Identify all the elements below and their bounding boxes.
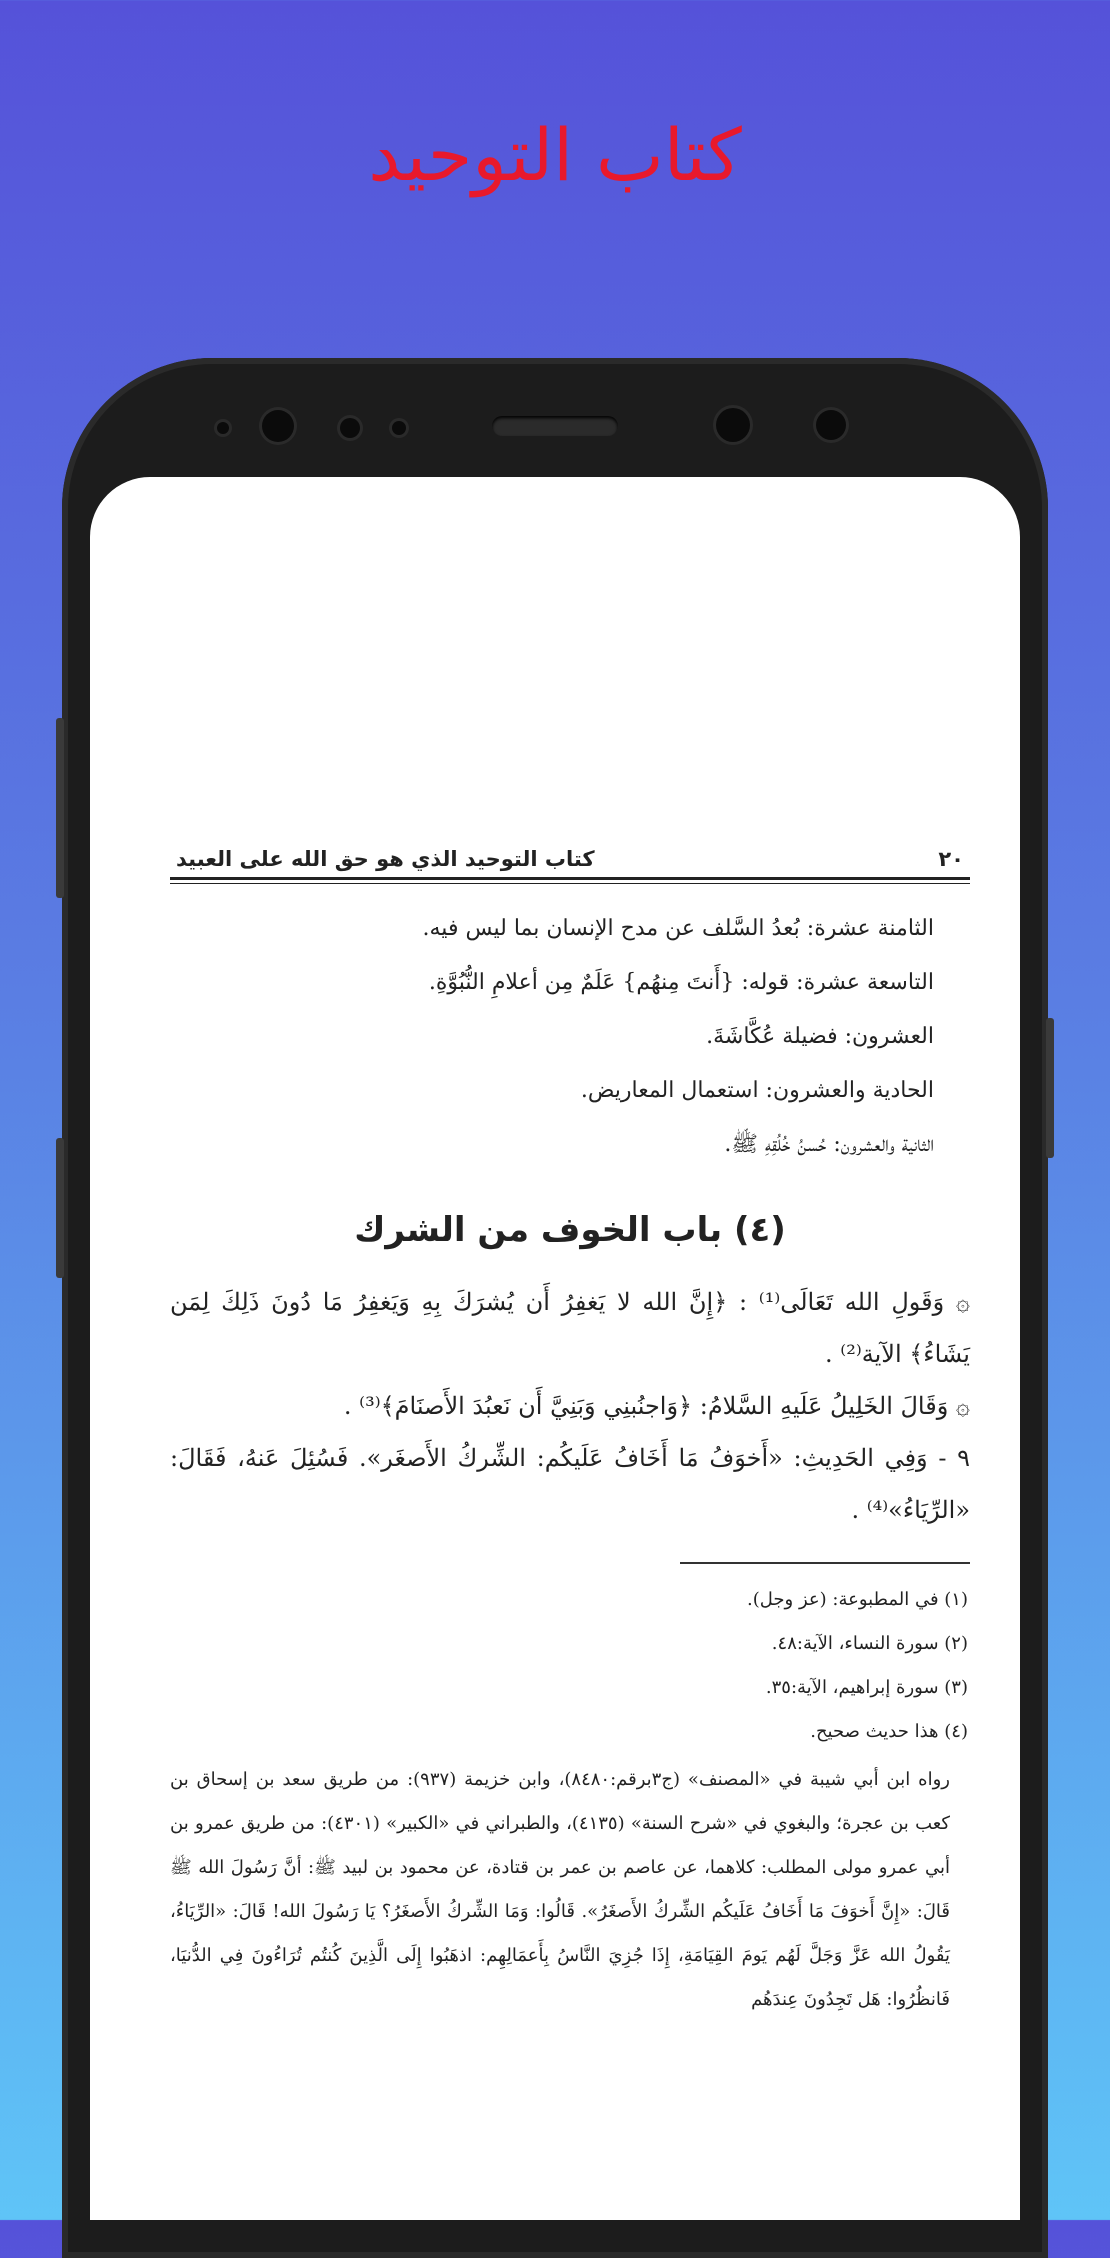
footnote-detail: رواه ابن أبي شيبة في «المصنف» (ج٣برقم:٨٤٨٠)، وابن خزيمة (٩٣٧): من طريق سعد بن إسحاق بن كعب بن عجرة؛ والبغوي في «شرح السنة» (٤١٣٥)، والطبراني في «الكبير» (٤٣٠١): من طريق عمرو بن أبي عمرو مولى المطلب: كلاهما، عن عاصم بن عمر بن قتادة، عن محمود بن لبيد ﷺ: أنَّ رَسُولَ الله ﷺ قَالَ: «إِنَّ أَخوَفَ مَا أَخَافُ عَلَيكُم الشِّركُ الأَصغَرُ». قَالُوا: وَمَا الشِّركُ الأَصغَرُ؟ يَا رَسُولَ الله! قَالَ: «الرِّيَاءُ، يَقُولُ الله عَزَّ وَجَلَّ لَهُم يَومَ القِيَامَةِ، إِذَا جُزِيَ النَّاسُ بِأَعمَالِهِم: اذهَبُوا إِلَى الَّذِينَ كُنتُم تُرَاءُونَ فِي الدُّنيَا، فَانظُرُوا: هَل تَجِدُونَ عِندَهُم bbox=[170, 1769, 950, 2010]
phone-screen[interactable] bbox=[90, 477, 1020, 2220]
volume-down-button bbox=[56, 1138, 64, 1278]
verse-paragraph: ٩ - وَفِي الحَدِيثِ: «أَخوَفُ مَا أَخَافُ عَلَيكُم: الشِّركُ الأَصغَر». فَسُئِلَ عَنهُ، فَقَالَ: «الرِّيَاءُ»⁽⁴⁾ . bbox=[170, 1444, 970, 1524]
point-item: التاسعة عشرة: قوله: {أَنتَ مِنهُم} عَلَمٌ مِن أعلامِ النُّبُوَّةِ. bbox=[428, 970, 934, 995]
sensor-dot bbox=[217, 422, 229, 434]
promo-title: كتاب التوحيد bbox=[368, 113, 742, 197]
header-title: كتاب التوحيد الذي هو حق الله على العبيد bbox=[176, 847, 595, 871]
footnote-item: (٣) سورة إبراهيم، الآية:٣٥. bbox=[765, 1677, 968, 1698]
volume-up-button bbox=[56, 718, 64, 898]
verse-paragraph: ۞ وَقَالَ الخَلِيلُ عَلَيهِ السَّلامُ: ﴿وَاجنُبنِي وَبَنِيَّ أَن نَعبُدَ الأَصنَامَ﴾⁽³⁾ . bbox=[343, 1392, 970, 1420]
page-header bbox=[170, 847, 970, 877]
rear-camera-lens bbox=[716, 408, 750, 442]
chapter-title: (٤) باب الخوف من الشرك bbox=[354, 1210, 786, 1250]
footnote-divider bbox=[680, 1562, 970, 1564]
point-item: الحادية والعشرون: استعمال المعاريض. bbox=[580, 1078, 934, 1103]
header-divider bbox=[170, 877, 970, 884]
sensor-dot bbox=[340, 418, 360, 438]
power-button bbox=[1046, 1018, 1054, 1158]
earpiece-speaker bbox=[492, 416, 618, 436]
page-number: ٢٠ bbox=[938, 847, 964, 871]
rear-camera-lens bbox=[816, 410, 846, 440]
front-camera bbox=[262, 410, 294, 442]
sensor-dot bbox=[392, 421, 406, 435]
footnote-item: (٤) هذا حديث صحيح. bbox=[810, 1721, 968, 1742]
verse-paragraph: ۞ وَقَولِ الله تَعَالَى⁽¹⁾ : ﴿إِنَّ الله لا يَغفِرُ أَن يُشرَكَ بِهِ وَيَغفِرُ مَا دُونَ ذَلِكَ لِمَن يَشَاءُ﴾ الآية⁽²⁾ . bbox=[170, 1288, 970, 1368]
point-item: الثانية والعشرون: حُسنُ خُلُقِهِ ﷺ. bbox=[724, 1132, 934, 1157]
footnote-item: (١) في المطبوعة: (عز وجل). bbox=[747, 1589, 968, 1610]
footnote-item: (٢) سورة النساء، الآية:٤٨. bbox=[771, 1633, 968, 1654]
book-page bbox=[170, 847, 970, 2022]
point-item: الثامنة عشرة: بُعدُ السَّلف عن مدح الإنسان بما ليس فيه. bbox=[422, 916, 934, 941]
point-item: العشرون: فضيلة عُكَّاشَةَ. bbox=[706, 1024, 934, 1049]
